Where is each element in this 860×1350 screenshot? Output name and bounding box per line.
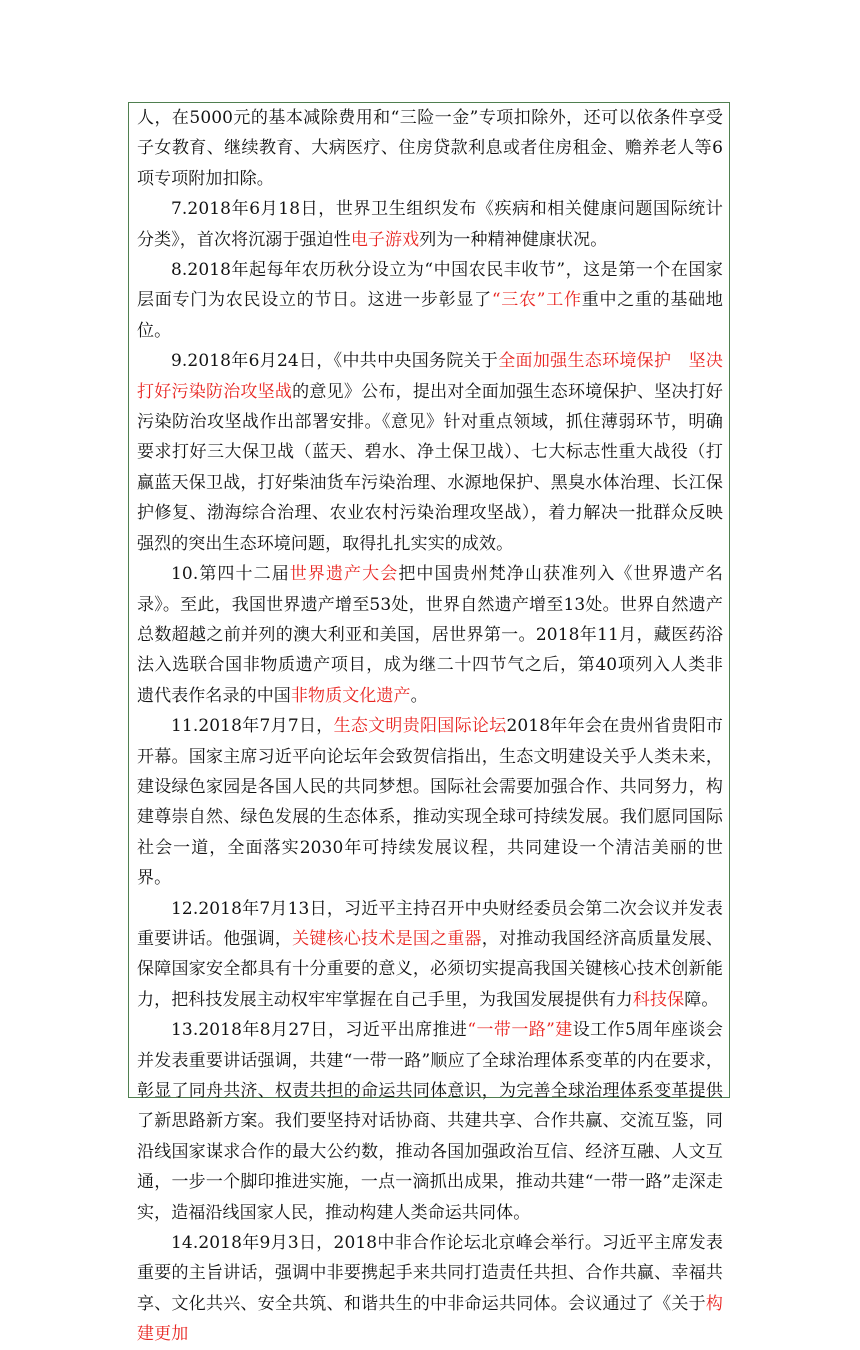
paragraph — [137, 194, 723, 255]
highlighted-term: 世界遗产大会 — [289, 564, 399, 585]
paragraph-text: 列为一种精神健康状况。 — [419, 229, 608, 250]
highlighted-term: 生态文明贵阳国际论坛 — [333, 716, 507, 737]
paragraph-text: ，对推动我国经济高质量发展、保障国家安全都具有十分重要的意义，必须切实提高我国关键核心技术创新能力，把科技发展主动权牢牢掌握在自己手里，为我国发展提供有力 — [137, 928, 723, 1010]
paragraph — [137, 1228, 723, 1350]
paragraph-text: 的意见》公布，提出对全面加强生态环境保护、坚决打好污染防治攻坚战作出部署安排。《意见》针对重点领域，抓住薄弱环节，明确要求打好三大保卫战（蓝天、碧水、净土保卫战）、七大标志性重大战役（打赢蓝天保卫战，打好柴油货车污染治理、水源地保护、黑臭水体治理、长江保护修复、渤海综合治理、农业农村污染治理攻坚战），着力解决一批群众反映强烈的突出生态环境问题，取得扎扎实实的成效。 — [137, 381, 723, 554]
paragraph-text: 9.2018年6月24日，《中共中央国务院关于 — [171, 351, 499, 372]
paragraph — [137, 255, 723, 346]
paragraph — [137, 346, 723, 559]
paragraph-text: 设工作5周年座谈会并发表重要讲话强调，共建“一带一路”顺应了全球治理体系变革的内在要求，彰显了同舟共济、权责共担的命运共同体意识，为完善全球治理体系变革提供了新思路新方案。我们要坚持对话协商、共建共享、合作共赢、交流互鉴，同沿线国家谋求合作的最大公约数，推动各国加强政治互信、经济互融、人文互通，一步一个脚印推进实施，一点一滴抓出成果，推动共建“一带一路”走深走实，造福沿线国家人民，推动构建人类命运共同体。 — [137, 1020, 723, 1223]
highlighted-term: “三农”工作 — [491, 290, 582, 311]
paragraph-text: 2018年年会在贵州省贵阳市开幕。国家主席习近平向论坛年会致贺信指出，生态文明建设关乎人类未来，建设绿色家园是各国人民的共同梦想。国际社会需要加强合作、共同努力，构建尊崇自然、绿色发展的生态体系，推动实现全球可持续发展。我们愿同国际社会一道，全面落实2030年可持续发展议程，共同建设一个清洁美丽的世界。 — [137, 716, 724, 889]
paragraph-text: 人，在5000元的基本减除费用和“三险一金”专项扣除外，还可以依条件享受子女教育、继续教育、大病医疗、住房贷款利息或者住房租金、赡养老人等6项专项附加扣除。 — [137, 108, 723, 189]
paragraph-text: 14.2018年9月3日，2018中非合作论坛北京峰会举行。习近平主席发表重要的主旨讲话，强调中非要携起手来共同打造责任共担、合作共赢、幸福共享、文化共兴、安全共筑、和谐共生的中非命运共同体。会议通过了《关于 — [137, 1233, 723, 1314]
paragraph — [137, 559, 723, 711]
paragraph — [137, 1015, 723, 1228]
highlighted-term: 电子游戏 — [350, 229, 420, 250]
paragraph-text: 12.2018年7月13日，习近平主持召开中央财经委员会第二次会议并发表重要讲话。他强调， — [137, 898, 723, 949]
highlighted-term: “一带一路”建 — [467, 1020, 573, 1041]
paragraph-text: 8.2018年起每年农历秋分设立为“中国农民丰收节”，这是第一个在国家层面专门为农民设立的节日。这进一步彰显了 — [137, 260, 723, 311]
paragraph-text: 障。 — [684, 989, 719, 1010]
highlighted-term: 关键核心技术是国之重器 — [292, 928, 482, 949]
highlighted-term: 非物质文化遗产 — [290, 685, 411, 706]
document-body — [137, 103, 723, 1350]
paragraph — [137, 711, 723, 893]
paragraph — [137, 894, 723, 1016]
highlighted-term: 科技保 — [632, 989, 685, 1010]
paragraph-text: 把中国贵州梵净山获准列入《世界遗产名录》。至此，我国世界遗产增至53处，世界自然遗产增至13处。世界自然遗产总数超越之前并列的澳大利亚和美国，居世界第一。2018年11月，藏医药浴法入选联合国非物质遗产项目，成为继二十四节气之后，第40项列入人类非遗代表作名录的中国 — [137, 564, 723, 706]
highlighted-term: 全面加强生态环境保护 坚决打好污染防治攻坚战 — [137, 351, 723, 402]
paragraph-text: 重中之重的基础地位。 — [137, 290, 724, 341]
paragraph-text: 13.2018年8月27日，习近平出席推进 — [171, 1020, 468, 1041]
paragraph-text: 。 — [410, 685, 428, 706]
document-frame — [128, 102, 730, 1345]
paragraph-text: 10.第四十二届 — [171, 564, 290, 585]
paragraph — [137, 103, 723, 194]
paragraph-text: 7.2018年6月18日，世界卫生组织发布《疾病和相关健康问题国际统计分类》，首次将沉溺于强迫性 — [137, 199, 723, 250]
highlighted-term: 构建更加 — [137, 1293, 723, 1345]
paragraph-text: 11.2018年7月7日， — [171, 716, 334, 737]
